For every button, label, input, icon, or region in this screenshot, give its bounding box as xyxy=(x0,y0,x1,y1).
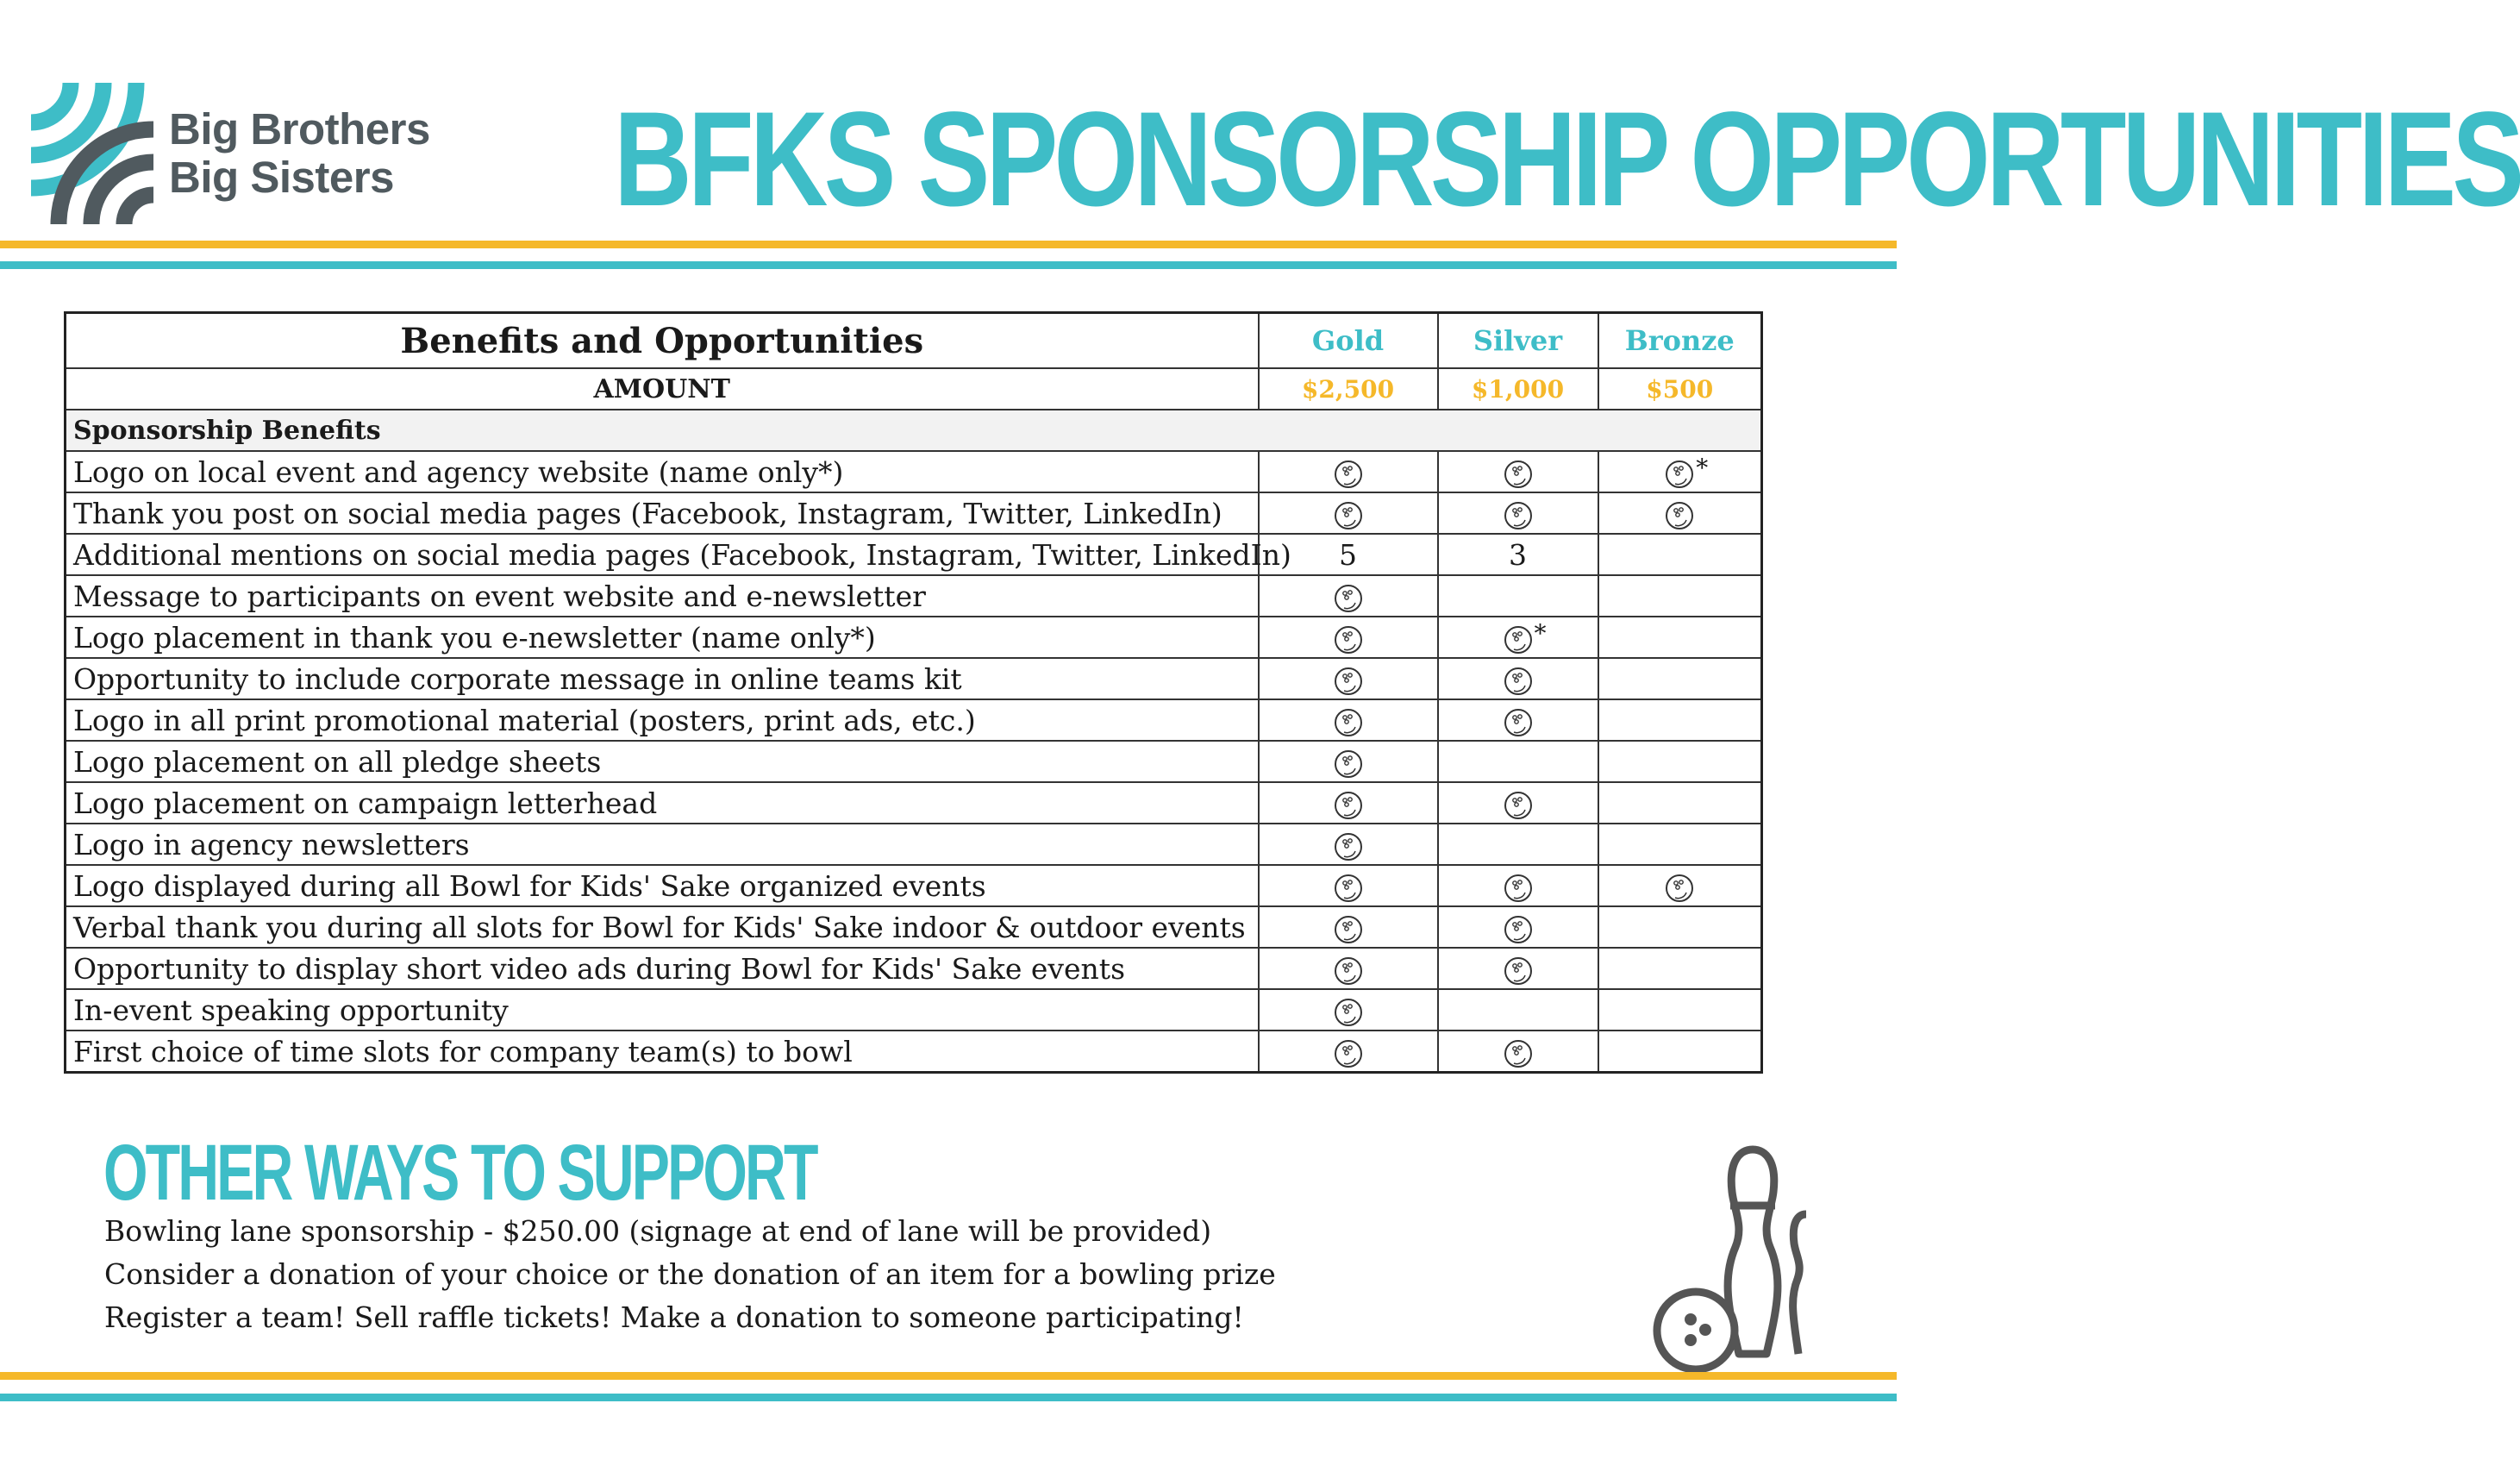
cell-gold xyxy=(1259,824,1438,865)
cell-bronze xyxy=(1598,906,1762,948)
table-row xyxy=(66,617,1762,658)
cell-bronze xyxy=(1598,492,1762,534)
other-way-donation: Consider a donation of your choice or the donation of an item for a bowling prize xyxy=(104,1257,1276,1291)
cell-bronze xyxy=(1598,989,1762,1031)
table-header-title: Benefits and Opportunities xyxy=(66,313,1259,369)
benefit-label: Logo placement in thank you e-newsletter (name only*) xyxy=(66,617,1259,658)
top-teal-divider xyxy=(0,261,1897,269)
bowling-ball-icon xyxy=(1504,501,1533,530)
other-ways-title: OTHER WAYS TO SUPPORT xyxy=(103,1129,816,1217)
cell-bronze xyxy=(1598,824,1762,865)
cell-silver xyxy=(1438,824,1598,865)
table-row xyxy=(66,824,1762,865)
section-heading: Sponsorship Benefits xyxy=(66,410,1762,451)
bowling-ball-icon xyxy=(1334,874,1363,903)
cell-bronze xyxy=(1598,782,1762,824)
benefit-label: Logo displayed during all Bowl for Kids' Sake organized events xyxy=(66,865,1259,906)
page-title: BFKS SPONSORSHIP OPPORTUNITIES xyxy=(614,85,2520,235)
logo-line-1: Big Brothers xyxy=(169,104,430,153)
cell-gold xyxy=(1259,989,1438,1031)
cell-gold xyxy=(1259,617,1438,658)
cell-silver xyxy=(1438,906,1598,948)
cell-silver xyxy=(1438,989,1598,1031)
cell-silver xyxy=(1438,451,1598,492)
cell-bronze xyxy=(1598,658,1762,699)
table-row xyxy=(66,989,1762,1031)
tier-silver-label: Silver xyxy=(1438,313,1598,369)
tier-gold-price: $2,500 xyxy=(1259,368,1438,410)
bowling-ball-icon xyxy=(1334,832,1363,861)
table-row xyxy=(66,865,1762,906)
bowling-ball-icon xyxy=(1334,791,1363,820)
cell-silver xyxy=(1438,699,1598,741)
table-row xyxy=(66,699,1762,741)
cell-silver: 3 xyxy=(1438,534,1598,575)
bowling-ball-icon xyxy=(1665,501,1694,530)
bowling-ball-icon xyxy=(1665,874,1694,903)
benefit-label: Logo placement on campaign letterhead xyxy=(66,782,1259,824)
cell-gold xyxy=(1259,906,1438,948)
cell-gold xyxy=(1259,948,1438,989)
section-row xyxy=(66,410,1762,451)
table-row xyxy=(66,906,1762,948)
benefit-label: Thank you post on social media pages (Facebook, Instagram, Twitter, LinkedIn) xyxy=(66,492,1259,534)
bowling-ball-icon xyxy=(1504,874,1533,903)
bowling-ball-icon xyxy=(1334,667,1363,696)
bowling-ball-icon xyxy=(1504,1039,1533,1068)
amount-row xyxy=(66,368,1762,410)
cell-silver xyxy=(1438,617,1598,658)
cell-gold xyxy=(1259,1031,1438,1073)
bowling-ball-icon xyxy=(1334,749,1363,779)
bowling-ball-icon xyxy=(1334,625,1363,655)
tier-gold-label: Gold xyxy=(1259,313,1438,369)
cell-silver xyxy=(1438,658,1598,699)
table-row xyxy=(66,948,1762,989)
cell-silver xyxy=(1438,1031,1598,1073)
bowling-ball-icon xyxy=(1334,998,1363,1027)
cell-silver xyxy=(1438,865,1598,906)
cell-bronze xyxy=(1598,865,1762,906)
other-way-lane-sponsorship: Bowling lane sponsorship - $250.00 (signage at end of lane will be provided) xyxy=(104,1214,1212,1248)
benefit-label: Logo on local event and agency website (name only*) xyxy=(66,451,1259,492)
bowling-ball-icon xyxy=(1504,708,1533,737)
table-row xyxy=(66,658,1762,699)
tier-bronze-label: Bronze xyxy=(1598,313,1762,369)
cell-bronze xyxy=(1598,741,1762,782)
table-row xyxy=(66,534,1762,575)
cell-bronze xyxy=(1598,451,1762,492)
bowling-pins-icon xyxy=(1642,1137,1798,1380)
cell-gold xyxy=(1259,741,1438,782)
cell-silver xyxy=(1438,741,1598,782)
top-yellow-divider xyxy=(0,241,1897,248)
table-row xyxy=(66,741,1762,782)
name-only-asterisk: * xyxy=(1696,454,1709,482)
benefit-label: Opportunity to display short video ads during Bowl for Kids' Sake events xyxy=(66,948,1259,989)
bowling-ball-icon xyxy=(1334,584,1363,613)
table-row xyxy=(66,782,1762,824)
cell-silver xyxy=(1438,782,1598,824)
bowling-ball-icon xyxy=(1504,915,1533,944)
cell-gold xyxy=(1259,782,1438,824)
bowling-ball-icon xyxy=(1334,915,1363,944)
benefit-label: Logo in all print promotional material (posters, print ads, etc.) xyxy=(66,699,1259,741)
benefit-label: In-event speaking opportunity xyxy=(66,989,1259,1031)
cell-gold xyxy=(1259,451,1438,492)
cell-gold xyxy=(1259,575,1438,617)
logo-wordmark xyxy=(169,105,430,202)
benefit-label: First choice of time slots for company team(s) to bowl xyxy=(66,1031,1259,1073)
bowling-ball-icon xyxy=(1504,625,1533,655)
cell-gold xyxy=(1259,699,1438,741)
bowling-ball-icon xyxy=(1334,501,1363,530)
cell-silver xyxy=(1438,492,1598,534)
cell-silver xyxy=(1438,948,1598,989)
bowling-ball-icon xyxy=(1504,791,1533,820)
table-row xyxy=(66,451,1762,492)
bowling-ball-icon xyxy=(1334,1039,1363,1068)
bowling-ball-icon xyxy=(1665,460,1694,489)
cell-gold xyxy=(1259,658,1438,699)
benefit-label: Verbal thank you during all slots for Bowl for Kids' Sake indoor & outdoor events xyxy=(66,906,1259,948)
bowling-ball-icon xyxy=(1334,708,1363,737)
amount-label: AMOUNT xyxy=(66,368,1259,410)
name-only-asterisk: * xyxy=(1534,619,1547,648)
benefits-table xyxy=(64,311,1763,1074)
cell-gold xyxy=(1259,492,1438,534)
cell-bronze xyxy=(1598,575,1762,617)
logo-line-2: Big Sisters xyxy=(169,153,394,202)
big-brothers-big-sisters-logo-icon xyxy=(24,76,153,231)
cell-bronze xyxy=(1598,534,1762,575)
cell-gold: 5 xyxy=(1259,534,1438,575)
table-row xyxy=(66,575,1762,617)
header-row xyxy=(66,313,1762,369)
bowling-ball-icon xyxy=(1334,460,1363,489)
tier-silver-price: $1,000 xyxy=(1438,368,1598,410)
benefit-label: Message to participants on event website and e-newsletter xyxy=(66,575,1259,617)
cell-gold xyxy=(1259,865,1438,906)
tier-bronze-price: $500 xyxy=(1598,368,1762,410)
benefit-label: Opportunity to include corporate message in online teams kit xyxy=(66,658,1259,699)
cell-bronze xyxy=(1598,948,1762,989)
benefit-label: Logo in agency newsletters xyxy=(66,824,1259,865)
cell-bronze xyxy=(1598,1031,1762,1073)
cell-bronze xyxy=(1598,699,1762,741)
bowling-ball-icon xyxy=(1504,460,1533,489)
bowling-ball-icon xyxy=(1334,956,1363,986)
table-row xyxy=(66,1031,1762,1073)
bowling-ball-icon xyxy=(1504,956,1533,986)
benefit-label: Additional mentions on social media pages (Facebook, Instagram, Twitter, LinkedIn) xyxy=(66,534,1259,575)
table-row xyxy=(66,492,1762,534)
bowling-ball-icon xyxy=(1504,667,1533,696)
bottom-yellow-divider xyxy=(0,1372,1897,1380)
other-way-register-team: Register a team! Sell raffle tickets! Make a donation to someone participating! xyxy=(104,1300,1244,1334)
cell-silver xyxy=(1438,575,1598,617)
bottom-teal-divider xyxy=(0,1394,1897,1401)
benefit-label: Logo placement on all pledge sheets xyxy=(66,741,1259,782)
cell-bronze xyxy=(1598,617,1762,658)
